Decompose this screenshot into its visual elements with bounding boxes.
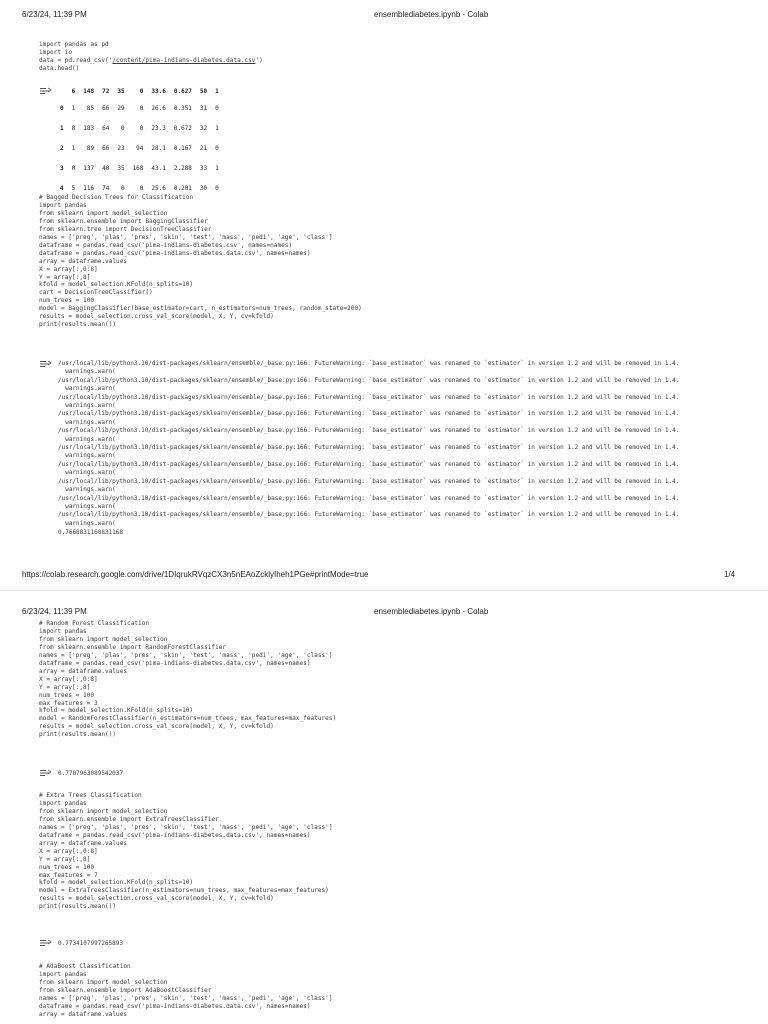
output-toggle-icon[interactable]	[39, 360, 52, 368]
table-cell: 2.288	[173, 164, 192, 172]
table-cell: 0.672	[173, 124, 192, 132]
print-datetime: 6/23/24, 11:39 PM	[22, 607, 87, 616]
print-url: https://colab.research.google.com/drive/1DIqrukRVqzCX3n5nEAoZcklyIheh1PGe#printMode=true	[22, 570, 369, 579]
code-cell-bagged-trees[interactable]: # Bagged Decision Trees for Classification import pandas from sklearn import model_selection from sklearn.ensemble import BaggingClassifier from sklearn.tree import DecisionTreeClassifier names = ['preg', 'plas', 'pres', 'skin', 'test', 'mass', 'pedi', 'age', 'class'] dataframe = pandas.read_csv('pima-indians-diabetes.csv', names=names) dataframe = pandas.read_csv('pima-indians-diabetes.data.csv', names=names) array = dataframe.values X = array[:,0:8] Y = array[:,8] kfold = model_selection.KFold(n_splits=10) cart = DecisionTreeClassifier() num_trees = 100 model = BaggingClassifier(base_estimator=cart, n_estimators=num_trees, random_state=200) results = model_selection.cross_val_score(model, X, Y, cv=kfold) print(results.mean())	[39, 194, 362, 329]
row-index: 0	[60, 104, 64, 112]
table-row	[56, 158, 223, 178]
table-cell: 0	[215, 104, 219, 112]
row-index: 3	[60, 164, 64, 172]
table-cell: 1	[71, 144, 76, 152]
table-cell: 74	[102, 184, 110, 192]
table-cell: 0.351	[173, 104, 192, 112]
code-cell-load-data[interactable]	[39, 41, 263, 73]
code-text: ') data.head()	[39, 56, 263, 72]
column-header: 33.6	[151, 87, 166, 95]
column-header: 6	[71, 87, 76, 95]
table-cell: 66	[102, 104, 110, 112]
table-cell: 21	[199, 144, 208, 152]
cell-output-result: 0.7707963089542037	[58, 770, 124, 777]
column-header: 0.627	[173, 87, 192, 95]
table-cell: 0	[139, 104, 144, 112]
table-cell: 5	[71, 184, 76, 192]
table-header-row	[56, 84, 223, 98]
cell-output-result: 0.7668831168831168	[58, 529, 124, 536]
table-cell: 26.6	[151, 104, 166, 112]
table-cell: 32	[199, 124, 208, 132]
index-header	[56, 84, 68, 98]
table-cell: 0.201	[173, 184, 192, 192]
table-cell: 137	[83, 164, 95, 172]
code-cell-extra-trees[interactable]: # Extra Trees Classification import pandas from sklearn import model_selection from sklearn.ensemble import ExtraTreesClassifier names = ['preg', 'plas', 'pres', 'skin', 'test', 'mass', 'pedi', 'age', 'class'] dataframe = pandas.read_csv('pima-indians-diabetes.data.csv', names=names) array = dataframe.values X = array[:,0:8] Y = array[:,8] num_trees = 100 max_features = 7 kfold = model_selection.KFold(n_splits=10) model = ExtraTreesClassifier(n_estimators=num_trees, max_features=max_features) results = model_selection.cross_val_score(model, X, Y, cv=kfold) print(results.mean())	[39, 792, 333, 911]
table-cell: 66	[102, 144, 110, 152]
table-row	[56, 118, 223, 138]
page-separator	[0, 590, 768, 591]
table-cell: 0	[215, 184, 219, 192]
table-cell: 29	[117, 104, 125, 112]
table-cell: 23.3	[151, 124, 166, 132]
output-toggle-icon[interactable]	[39, 769, 52, 777]
table-cell: 64	[102, 124, 110, 132]
table-cell: 0	[215, 144, 219, 152]
table-cell: 1	[71, 104, 76, 112]
table-row	[56, 98, 223, 118]
warning-output: /usr/local/lib/python3.10/dist-packages/sklearn/ensemble/_base.py:166: FutureWarning: `base_estimator` was renamed to `estimator` in version 1.2 and will be removed in 1.4. warnings.warn( /usr/local/lib/python3.10/dist-packages/sklearn/ensemble/_base.py:166: FutureWarning: `base_estimator` was renamed to `estimator` in version 1.2 and will be removed in 1.4. warnings.warn( /usr/local/lib/python3.10/dist-packages/sklearn/ensemble/_base.py:166: FutureWarning: `base_estimator` was renamed to `estimator` in version 1.2 and will be removed in 1.4. warnings.warn( /usr/local/lib/python3.10/dist-packages/sklearn/ensemble/_base.py:166: FutureWarning: `base_estimator` was renamed to `estimator` in version 1.2 and will be removed in 1.4. warnings.warn( /usr/local/lib/python3.10/dist-packages/sklearn/ensemble/_base.py:166: FutureWarning: `base_estimator` was renamed to `estimator` in version 1.2 and will be removed in 1.4. warnings.warn( /usr/local/lib/python3.10/dist-packages/sklearn/ensemble/_base.py:166: FutureWarning: `base_estimator` was renamed to `estimator` in version 1.2 and will be removed in 1.4. warnings.warn( /usr/local/lib/python3.10/dist-packages/sklearn/ensemble/_base.py:166: FutureWarning: `base_estimator` was renamed to `estimator` in version 1.2 and will be removed in 1.4. warnings.warn( /usr/local/lib/python3.10/dist-packages/sklearn/ensemble/_base.py:166: FutureWarning: `base_estimator` was renamed to `estimator` in version 1.2 and will be removed in 1.4. warnings.warn( /usr/local/lib/python3.10/dist-packages/sklearn/ensemble/_base.py:166: FutureWarning: `base_estimator` was renamed to `estimator` in version 1.2 and will be removed in 1.4. warnings.warn( /usr/local/lib/python3.10/dist-packages/sklearn/ensemble/_base.py:166: FutureWarning: `base_estimator` was renamed to `estimator` in version 1.2 and will be removed in 1.4. warnings.warn(	[58, 360, 680, 527]
table-cell: 30	[199, 184, 208, 192]
table-cell: 25.6	[151, 184, 166, 192]
column-header: 50	[199, 87, 208, 95]
table-cell: 35	[117, 164, 125, 172]
print-page-number: 1/4	[724, 570, 736, 579]
table-cell: 28.1	[151, 144, 166, 152]
table-cell: 168	[132, 164, 144, 172]
table-row	[56, 138, 223, 158]
table-cell: 33	[199, 164, 208, 172]
print-title: ensemblediabetes.ipynb - Colab	[374, 10, 489, 19]
column-header: 1	[215, 87, 219, 95]
code-cell-adaboost[interactable]: # AdaBoost Classification import pandas from sklearn import model_selection from sklearn.ensemble import AdaBoostClassifier names = ['preg', 'plas', 'pres', 'skin', 'test', 'mass', 'pedi', 'age', 'class'] dataframe = pandas.read_csv('pima-indians-diabetes.data.csv', names=names) array = dataframe.values	[39, 963, 333, 1018]
table-cell: 1	[215, 164, 219, 172]
table-cell: 8	[71, 124, 76, 132]
column-header: 72	[102, 87, 110, 95]
table-cell: 0	[120, 184, 125, 192]
table-cell: 1	[215, 124, 219, 132]
table-cell: 89	[86, 144, 95, 152]
dataframe-head-table	[56, 84, 223, 198]
print-title: ensemblediabetes.ipynb - Colab	[374, 607, 489, 616]
row-index: 1	[60, 124, 64, 132]
print-page-2	[0, 600, 768, 1024]
table-cell: 0	[139, 124, 144, 132]
table-cell: 0	[120, 124, 125, 132]
code-cell-random-forest[interactable]: # Random Forest Classification import pandas from sklearn import model_selection from sklearn.ensemble import RandomForestClassifier names = ['preg', 'plas', 'pres', 'skin', 'test', 'mass', 'pedi', 'age', 'class'] dataframe = pandas.read_csv('pima-indians-diabetes.data.csv', names=names) array = dataframe.values X = array[:,0:8] Y = array[:,8] num_trees = 100 max_features = 3 kfold = model_selection.KFold(n_splits=10) model = RandomForestClassifier(n_estimators=num_trees, max_features=max_features) results = model_selection.cross_val_score(model, X, Y, cv=kfold) print(results.mean())	[39, 620, 337, 739]
table-cell: 116	[83, 184, 95, 192]
csv-path-link[interactable]: /content/pima-indians-diabetes.data.csv	[112, 56, 256, 64]
row-index: 4	[60, 184, 64, 192]
table-cell: 0	[71, 164, 76, 172]
table-cell: 183	[83, 124, 95, 132]
column-header: 0	[139, 87, 144, 95]
output-toggle-icon[interactable]	[39, 87, 52, 95]
cell-output-result: 0.7734107997265893	[58, 940, 124, 947]
table-cell: 94	[136, 144, 144, 152]
column-header: 148	[83, 87, 95, 95]
table-cell: 31	[199, 104, 208, 112]
code-text: import pandas as pd import io data = pd.read_csv('	[39, 41, 113, 64]
table-cell: 85	[86, 104, 95, 112]
table-cell: 0.167	[173, 144, 192, 152]
print-datetime: 6/23/24, 11:39 PM	[22, 10, 87, 19]
table-cell: 0	[139, 184, 144, 192]
table-cell: 23	[117, 144, 125, 152]
column-header: 35	[117, 87, 125, 95]
table-cell: 43.1	[151, 164, 166, 172]
row-index: 2	[60, 144, 64, 152]
table-cell: 40	[102, 164, 110, 172]
output-toggle-icon[interactable]	[39, 939, 52, 947]
